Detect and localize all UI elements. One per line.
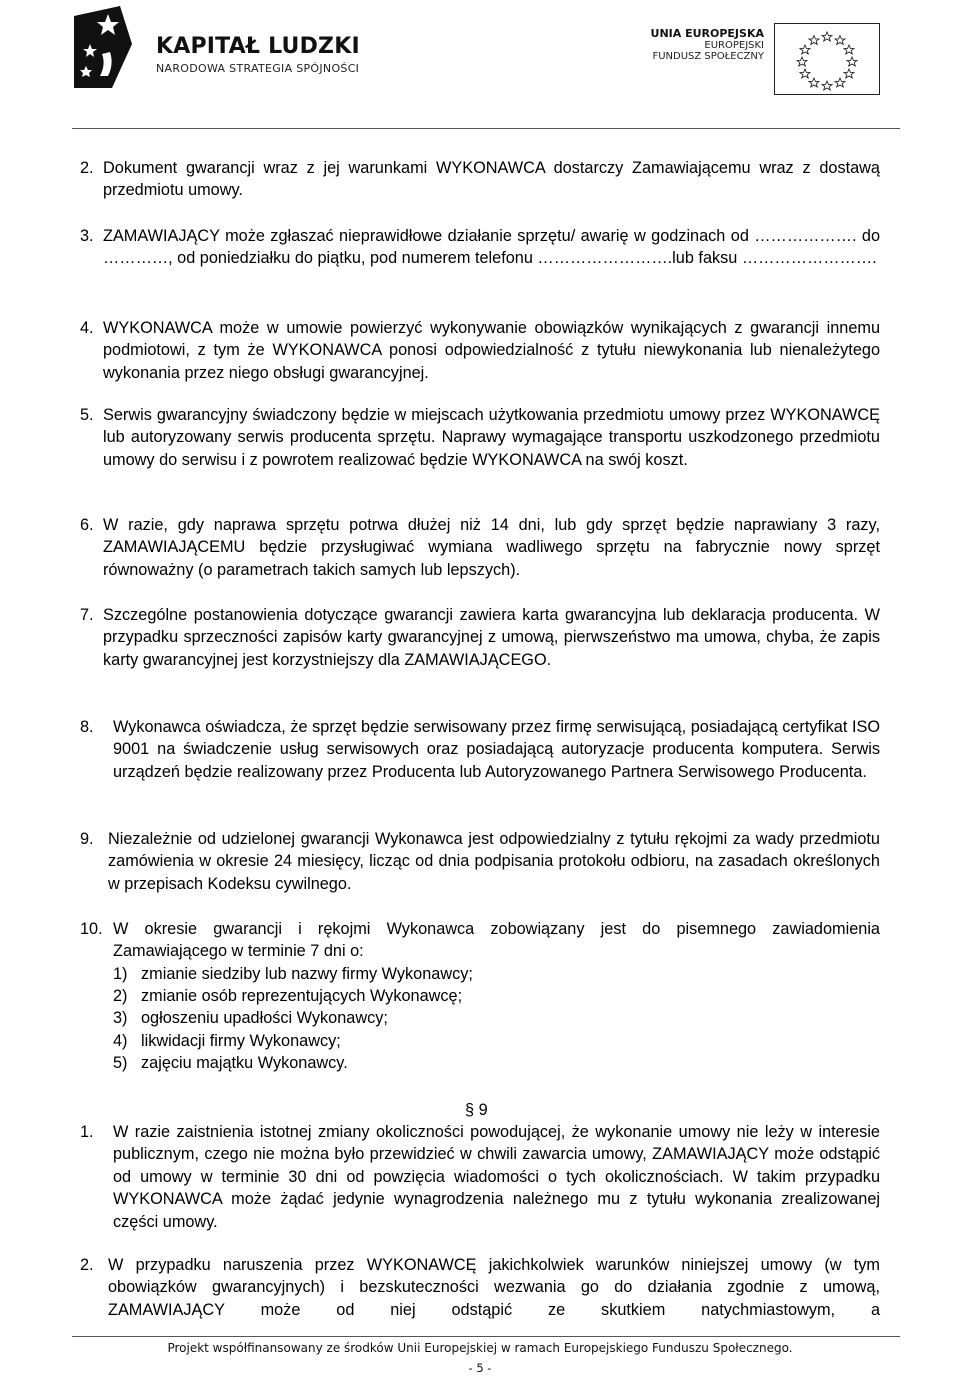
item-text: W okresie gwarancji i rękojmi Wykonawca zobowiązany jest do pisemnego zawiadomienia Zamawiającego w terminie 7 dni o: [113,920,880,961]
sublist-item-text: zmianie siedziby lub nazwy firmy Wykonawcy; [141,965,473,983]
item-text: Serwis gwarancyjny świadczony będzie w miejscach użytkowania przedmiotu umowy przez WYKONAWCĘ lub autoryzowany serwis producenta sprzętu. Naprawy wymagające transportu uszkodzonego przedmiotu umowy do serwisu i z powrotem realizować będzie WYKONAWCA na swój koszt. [103,406,880,469]
kapital-ludzki-logo [72,4,372,90]
sublist-item-text: zmianie osób reprezentujących Wykonawcę; [141,987,463,1005]
eu-logo-line2: EUROPEJSKI [704,40,764,51]
item-text: W razie, gdy naprawa sprzętu potrwa dłużej niż 14 dni, lub gdy sprzęt będzie naprawiany 3 razy, ZAMAWIAJĄCEMU będzie przysługiwać wymiana wadliwego sprzętu na fabrycznie nowy sprzęt równoważny (o parametrach takich samych lub lepszych). [103,516,880,579]
item-text: ZAMAWIAJĄCY może zgłaszać nieprawidłowe działanie sprzętu/ awarię w godzinach od ………………. do …………, od poniedziałku do piątku, pod numerem telefonu …………………….lub faksu ……………………. [103,227,880,268]
item-text: W przypadku naruszenia przez WYKONAWCĘ jakichkolwiek warunków niniejszej umowy (w tym obowiązków gwarancyjnych) i bezskuteczności wezwania go do działania zgodnie z umową, ZAMAWIAJĄCY może od niej odstąpić ze skutkiem natychmiastowym, a [108,1256,880,1319]
footer-text: Projekt współfinansowany ze środków Unii Europejskiej w ramach Europejskiego Funduszu Społecznego. [167,1341,793,1355]
sublist-item-number: 1) [113,965,128,983]
item-text: Dokument gwarancji wraz z jej warunkami WYKONAWCA dostarczy Zamawiającemu wraz z dostawą przedmiotu umowy. [103,159,880,200]
item-number: 2. [80,1256,94,1274]
section-heading: § 9 [465,1101,488,1119]
item-number: 7. [80,606,94,624]
item-number: 2. [80,159,94,177]
item-text: W razie zaistnienia istotnej zmiany okoliczności powodującej, że wykonanie umowy nie leży w interesie publicznym, czego nie można było przewidzieć w chwili zawarcia umowy, ZAMAWIAJĄCY może odstąpić od umowy w terminie 30 dni od powzięcia wiadomości o tych okolicznościach. W takim przypadku WYKONAWCA może żądać jedynie wynagrodzenia należnego mu z tytułu wykonania zrealizowanej części umowy. [113,1123,880,1231]
item-number: 1. [80,1123,94,1141]
item-number: 4. [80,319,94,337]
item-text: Szczególne postanowienia dotyczące gwarancji zawiera karta gwarancyjna lub deklaracja producenta. W przypadku sprzeczności zapisów karty gwarancyjnej z umową, pierwszeństwo ma umowa, chyba, że zapis karty gwarancyjnej jest korzystniejszy dla ZAMAWIAJĄCEGO. [103,606,880,669]
eu-logo [650,17,886,75]
item-number: 10. [80,920,103,938]
sublist-item-text: zajęciu majątku Wykonawcy. [141,1054,348,1072]
sublist-item-number: 2) [113,987,128,1005]
item-number: 9. [80,830,94,848]
item-number: 3. [80,227,94,245]
eu-logo-text [651,27,764,62]
footer-divider [72,1336,900,1337]
sublist-item-text: likwidacji firmy Wykonawcy; [141,1032,341,1050]
kapital-ludzki-subtitle: NARODOWA STRATEGIA SPÓJNOŚCI [156,62,360,75]
sublist-item-text: ogłoszeniu upadłości Wykonawcy; [141,1009,388,1027]
item-number: 6. [80,516,94,534]
kapital-ludzki-title: KAPITAŁ LUDZKI [156,34,360,59]
item-number: 5. [80,406,94,424]
sublist-item-number: 5) [113,1054,128,1072]
item-text: Wykonawca oświadcza, że sprzęt będzie serwisowany przez firmę serwisującą, posiadającą certyfikat ISO 9001 na świadczenie usług serwisowych oraz posiadającą autoryzacje producenta komputera. Serwis urządzeń będzie realizowany przez Producenta lub Autoryzowanego Partnera Serwisowego Producenta. [113,718,880,781]
kapital-ludzki-emblem-icon [72,4,142,90]
eu-flag-icon [774,23,880,95]
item-number: 8. [80,718,94,736]
eu-logo-line3: FUNDUSZ SPOŁECZNY [652,51,764,62]
item-text: WYKONAWCA może w umowie powierzyć wykonywanie obowiązków wynikających z gwarancji innemu podmiotowi, z tym że WYKONAWCA ponosi odpowiedzialność z tytułu niewykonania lub nienależytego wykonania przez niego obsługi gwarancyjnej. [103,319,880,382]
sublist-item-number: 4) [113,1032,128,1050]
header-divider [72,128,900,129]
sublist-item-number: 3) [113,1009,128,1027]
eu-logo-line1: UNIA EUROPEJSKA [650,27,764,40]
page-number: - 5 - [468,1361,492,1375]
item-text: Niezależnie od udzielonej gwarancji Wykonawca jest odpowiedzialny z tytułu rękojmi za wady przedmiotu zamówienia w okresie 24 miesięcy, licząc od dnia podpisania protokołu odbioru, na zasadach określonych w przepisach Kodeksu cywilnego. [108,830,880,893]
